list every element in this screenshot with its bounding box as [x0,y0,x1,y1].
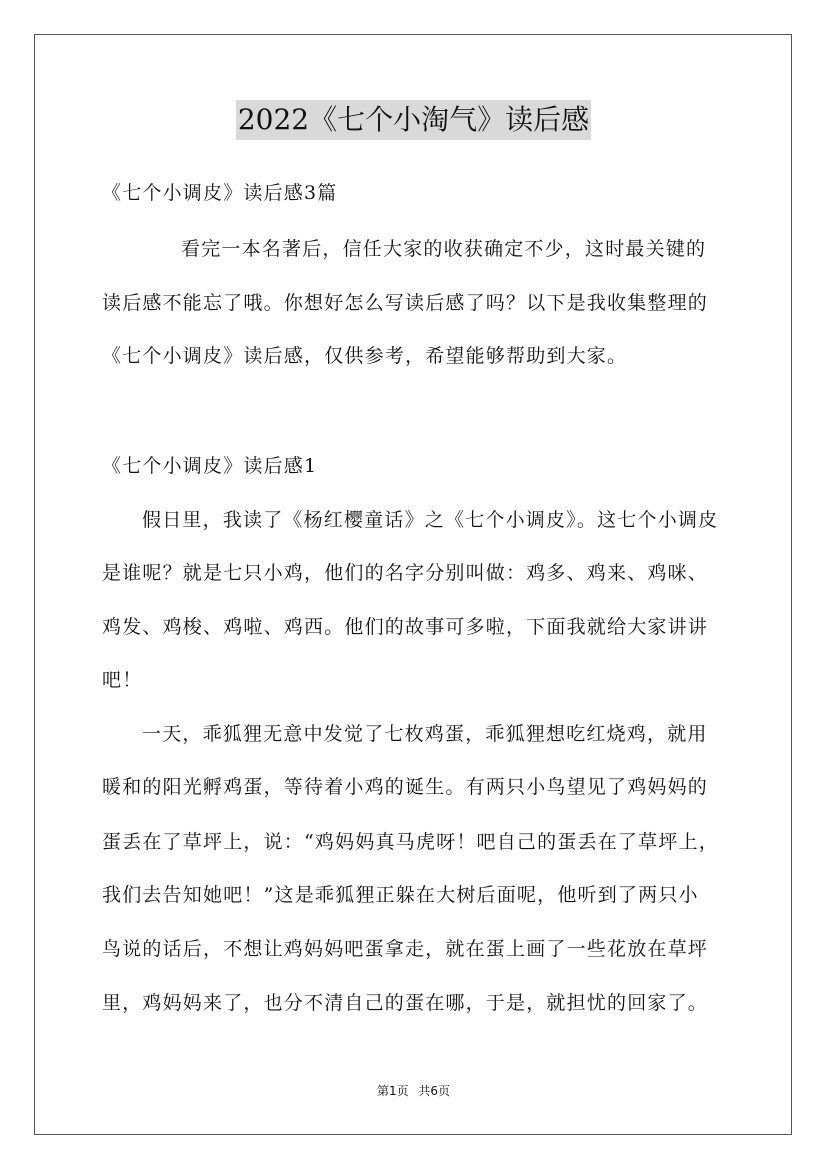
paragraph-line: 吧！ [102,669,143,691]
intro-line: 《七个小调皮》读后感，仅供参考，希望能够帮助到大家。 [102,345,628,367]
subtitle: 《七个小调皮》读后感3篇 [102,182,338,204]
page-number: 第1页 [376,1084,409,1098]
intro-line: 看完一本名著后，信任大家的收获确定不少，这时最关键的 [181,238,707,260]
intro-line: 读后感不能忘了哦。你想好怎么写读后感了吗？以下是我收集整理的 [102,292,709,314]
paragraph-line: 假日里，我读了《杨红樱童话》之《七个小调皮》。这七个小调皮 [142,509,719,531]
paragraph-line: 暖和的阳光孵鸡蛋，等待着小鸡的诞生。有两只小鸟望见了鸡妈妈的 [102,776,709,798]
paragraph-line: 一天，乖狐狸无意中发觉了七枚鸡蛋，乖狐狸想吃红烧鸡，就用 [142,723,708,745]
paragraph-line: 鸡发、鸡梭、鸡啦、鸡西。他们的故事可多啦，下面我就给大家讲讲 [102,616,709,638]
paragraph-line: 我们去告知她吧！”这是乖狐狸正躲在大树后面呢，他听到了两只小 [102,884,699,906]
paragraph-line: 是谁呢？就是七只小鸡，他们的名字分别叫做：鸡多、鸡来、鸡咪、 [102,562,709,584]
title-container [0,100,827,140]
paragraph-line: 里，鸡妈妈来了，也分不清自己的蛋在哪，于是，就担忧的回家了。 [102,992,709,1014]
paragraph-line: 蛋丢在了草坪上，说：“鸡妈妈真马虎呀！吧自己的蛋丢在了草坪上， [102,831,719,853]
page-total: 共6页 [418,1084,451,1098]
section-heading: 《七个小调皮》读后感1 [102,455,318,477]
document-title: 2022《七个小淘气》读后感 [236,100,591,140]
paragraph-line: 鸟说的话后，不想让鸡妈妈吧蛋拿走，就在蛋上画了一些花放在草坪 [102,938,709,960]
page-footer [0,1083,827,1099]
